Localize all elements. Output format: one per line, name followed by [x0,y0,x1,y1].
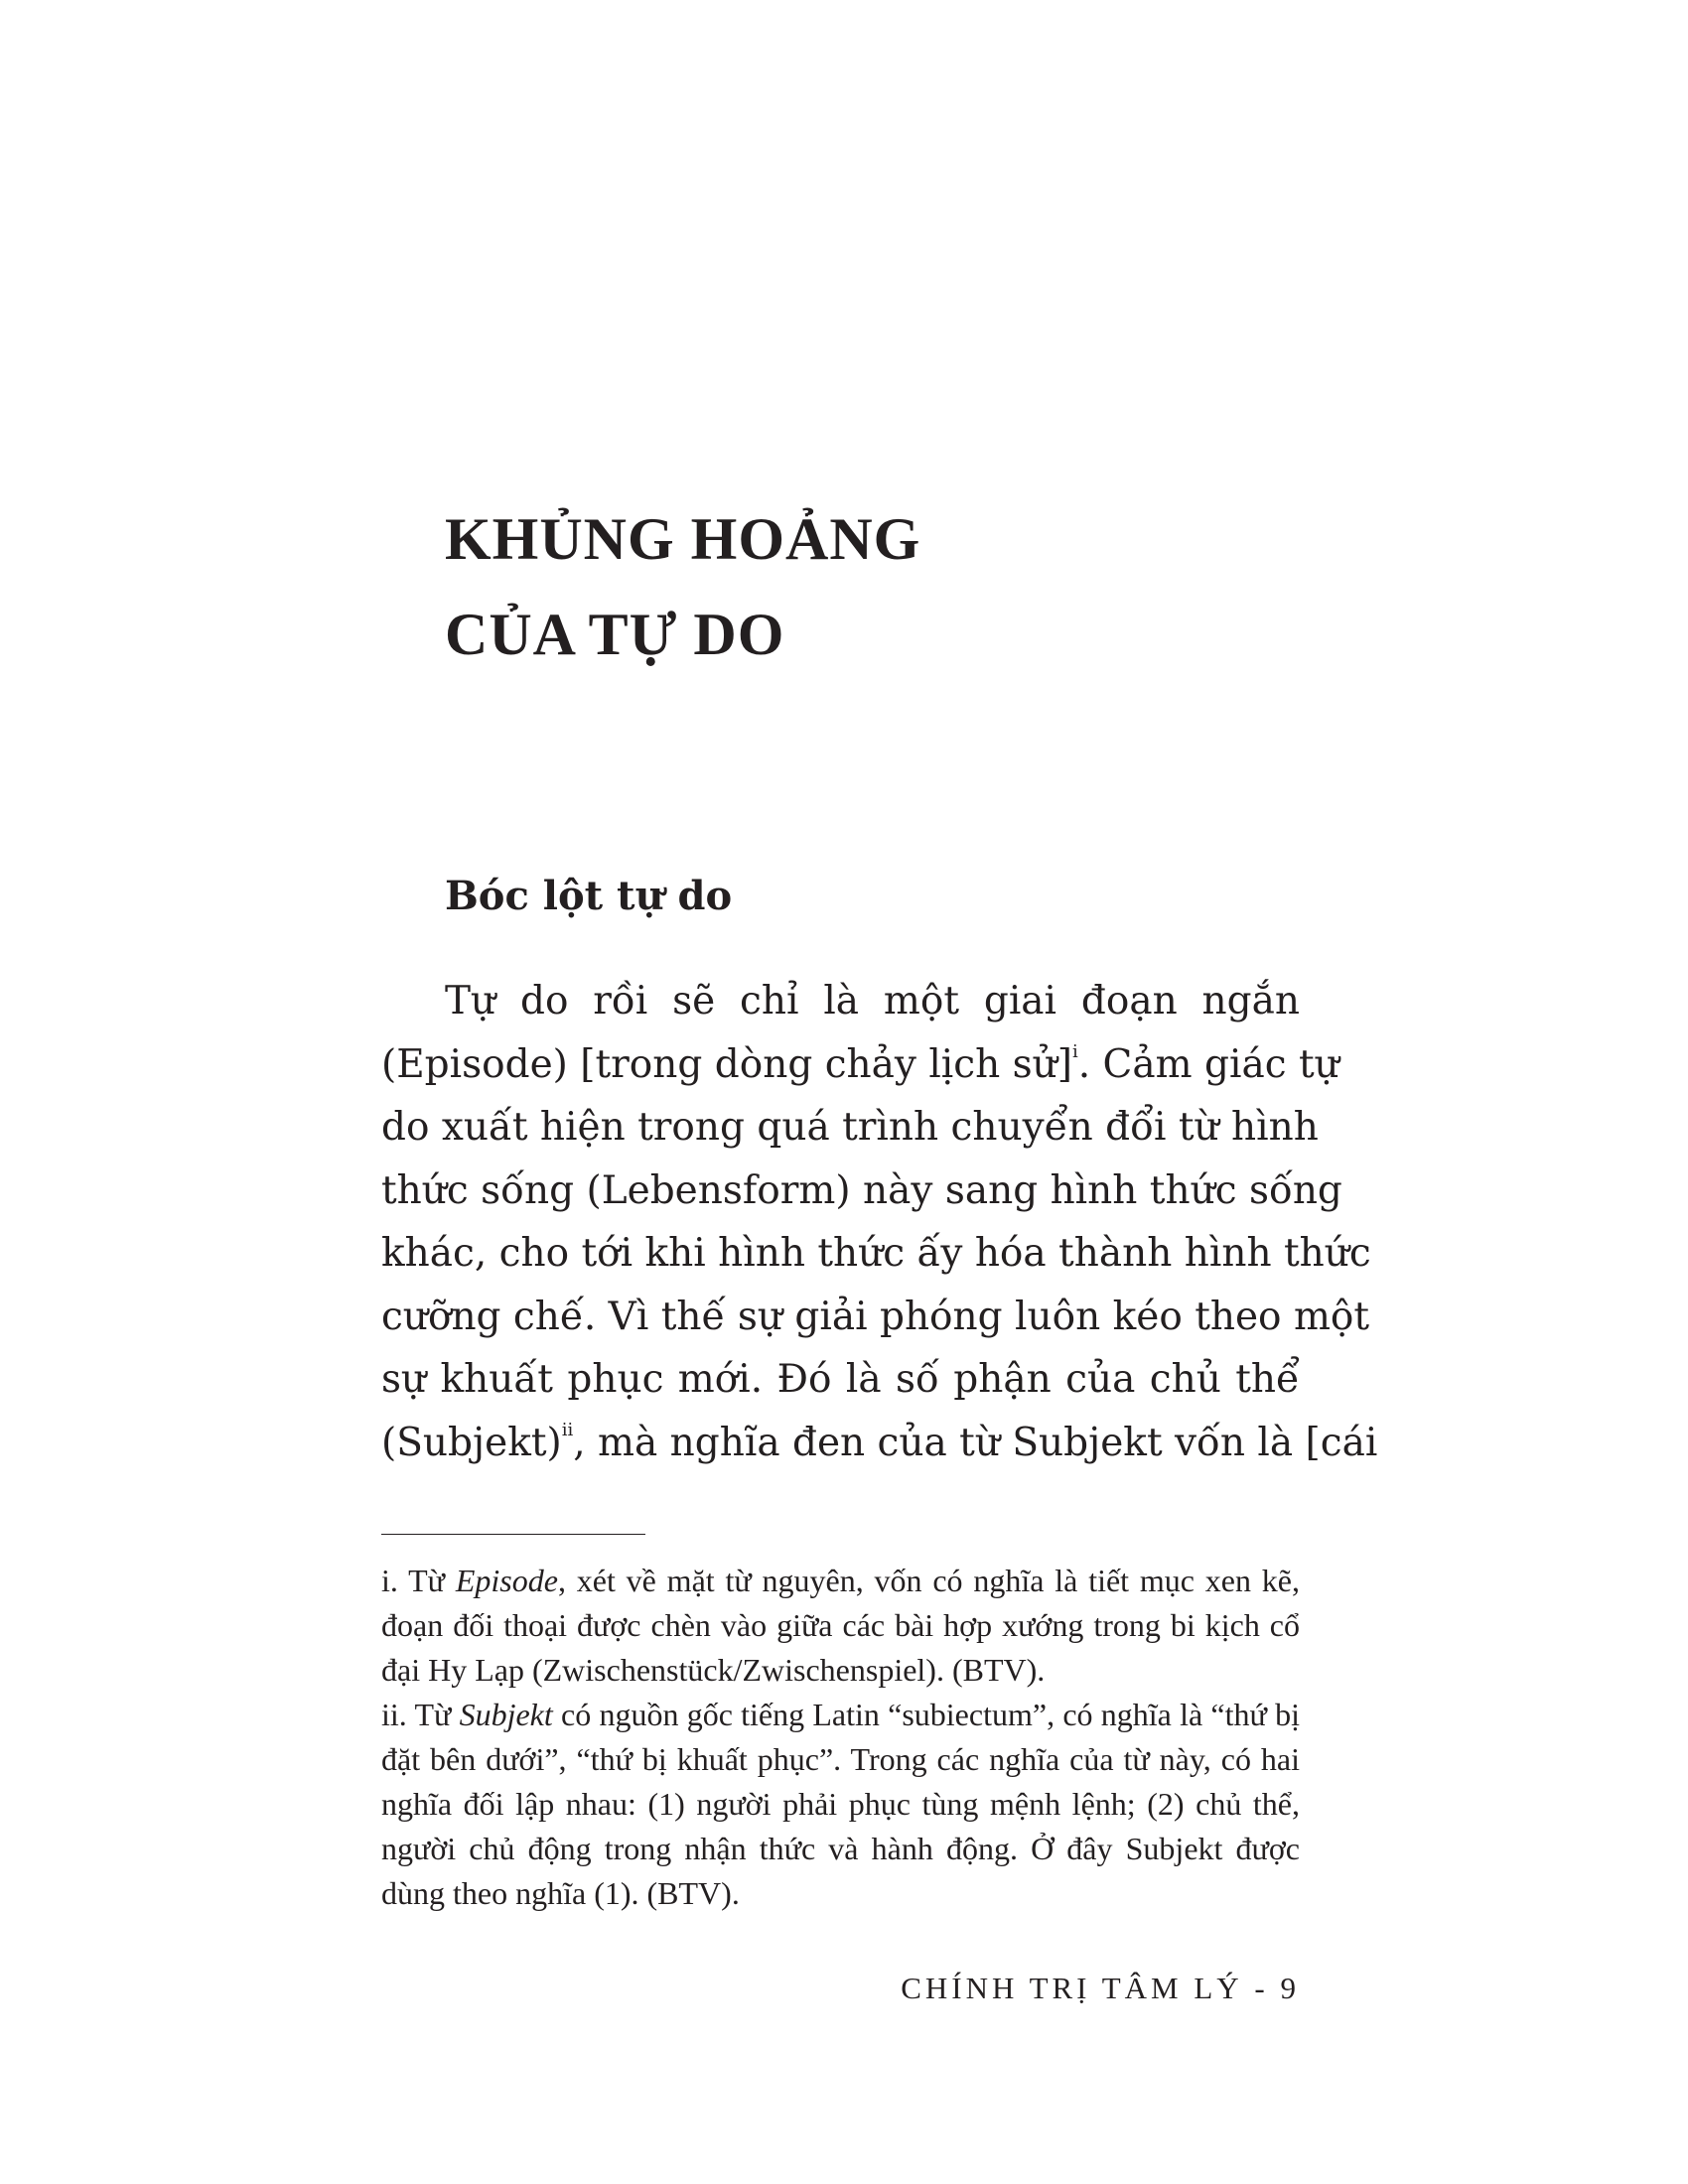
footnote-term: Episode [455,1563,558,1598]
footnotes [381,1559,1300,1916]
chapter-title [445,491,920,682]
footnote-ii-line [381,1693,1300,1737]
footnote-ii-line: dùng theo nghĩa (1). (BTV). [381,1875,740,1911]
footer-separator: - [1254,1971,1269,2005]
body-line: cưỡng chế. Vì thế sự giải phóng luôn kéo theo một [381,1294,1370,1339]
footnote-ii-line: người chủ động trong nhận thức và hành động. Ở đây Subjekt được [381,1831,1300,1866]
footnote-marker-i: i [1071,1040,1078,1062]
body-text-segment: (Episode) [trong dòng chảy lịch sử] [381,1041,1072,1087]
footnote-divider [381,1534,645,1535]
body-line: sự khuất phục mới. Đó là số phận của chủ thể [381,1357,1300,1402]
body-line: do xuất hiện trong quá trình chuyển đổi từ hình [381,1105,1319,1150]
chapter-title-line-1: KHỦNG HOẢNG [445,506,921,572]
body-line: khác, cho tới khi hình thức ấy hóa thành hình thức [381,1231,1371,1276]
body-line: thức sống (Lebensform) này sang hình thức sống [381,1167,1342,1213]
body-paragraph [381,970,1378,1474]
footnote-text: ii. Từ [381,1697,460,1732]
section-heading: Bóc lột tự do [445,873,733,919]
body-line [381,1033,1339,1097]
page-number: 9 [1280,1971,1300,2005]
footnote-term: Subjekt [459,1697,553,1732]
body-text-segment: . Cảm giác tự [1077,1041,1339,1087]
footnote-marker-ii: ii [561,1419,574,1440]
footnote-text: i. Từ [381,1563,456,1598]
body-text-segment: , mà nghĩa đen của từ Subjekt vốn là [cái [573,1420,1378,1465]
footnote-text: có nguồn gốc tiếng Latin “subiectum”, có nghĩa là “thứ bị [552,1697,1301,1732]
footnote-i-line: đại Hy Lạp (Zwischenstück/Zwischenspiel). (BTV). [381,1652,1046,1688]
body-line: Tự do rồi sẽ chỉ là một giai đoạn ngắn [445,979,1300,1024]
body-text-segment: (Subjekt) [381,1420,562,1465]
footnote-ii-line: nghĩa đối lập nhau: (1) người phải phục tùng mệnh lệnh; (2) chủ thể, [381,1786,1300,1822]
footer-book-title: CHÍNH TRỊ TÂM LÝ [901,1971,1243,2005]
footnote-i-line: đoạn đối thoại được chèn vào giữa các bài hợp xướng trong bi kịch cổ [381,1607,1300,1643]
footnote-i-line [381,1559,1300,1603]
footnote-ii-line: đặt bên dưới”, “thứ bị khuất phục”. Trong các nghĩa của từ này, có hai [381,1741,1300,1777]
running-footer [901,1971,1300,2006]
body-line [381,1412,1378,1475]
chapter-title-line-2: CỦA TỰ DO [445,602,785,667]
footnote-text: , xét về mặt từ nguyên, vốn có nghĩa là tiết mục xen kẽ, [557,1563,1301,1598]
